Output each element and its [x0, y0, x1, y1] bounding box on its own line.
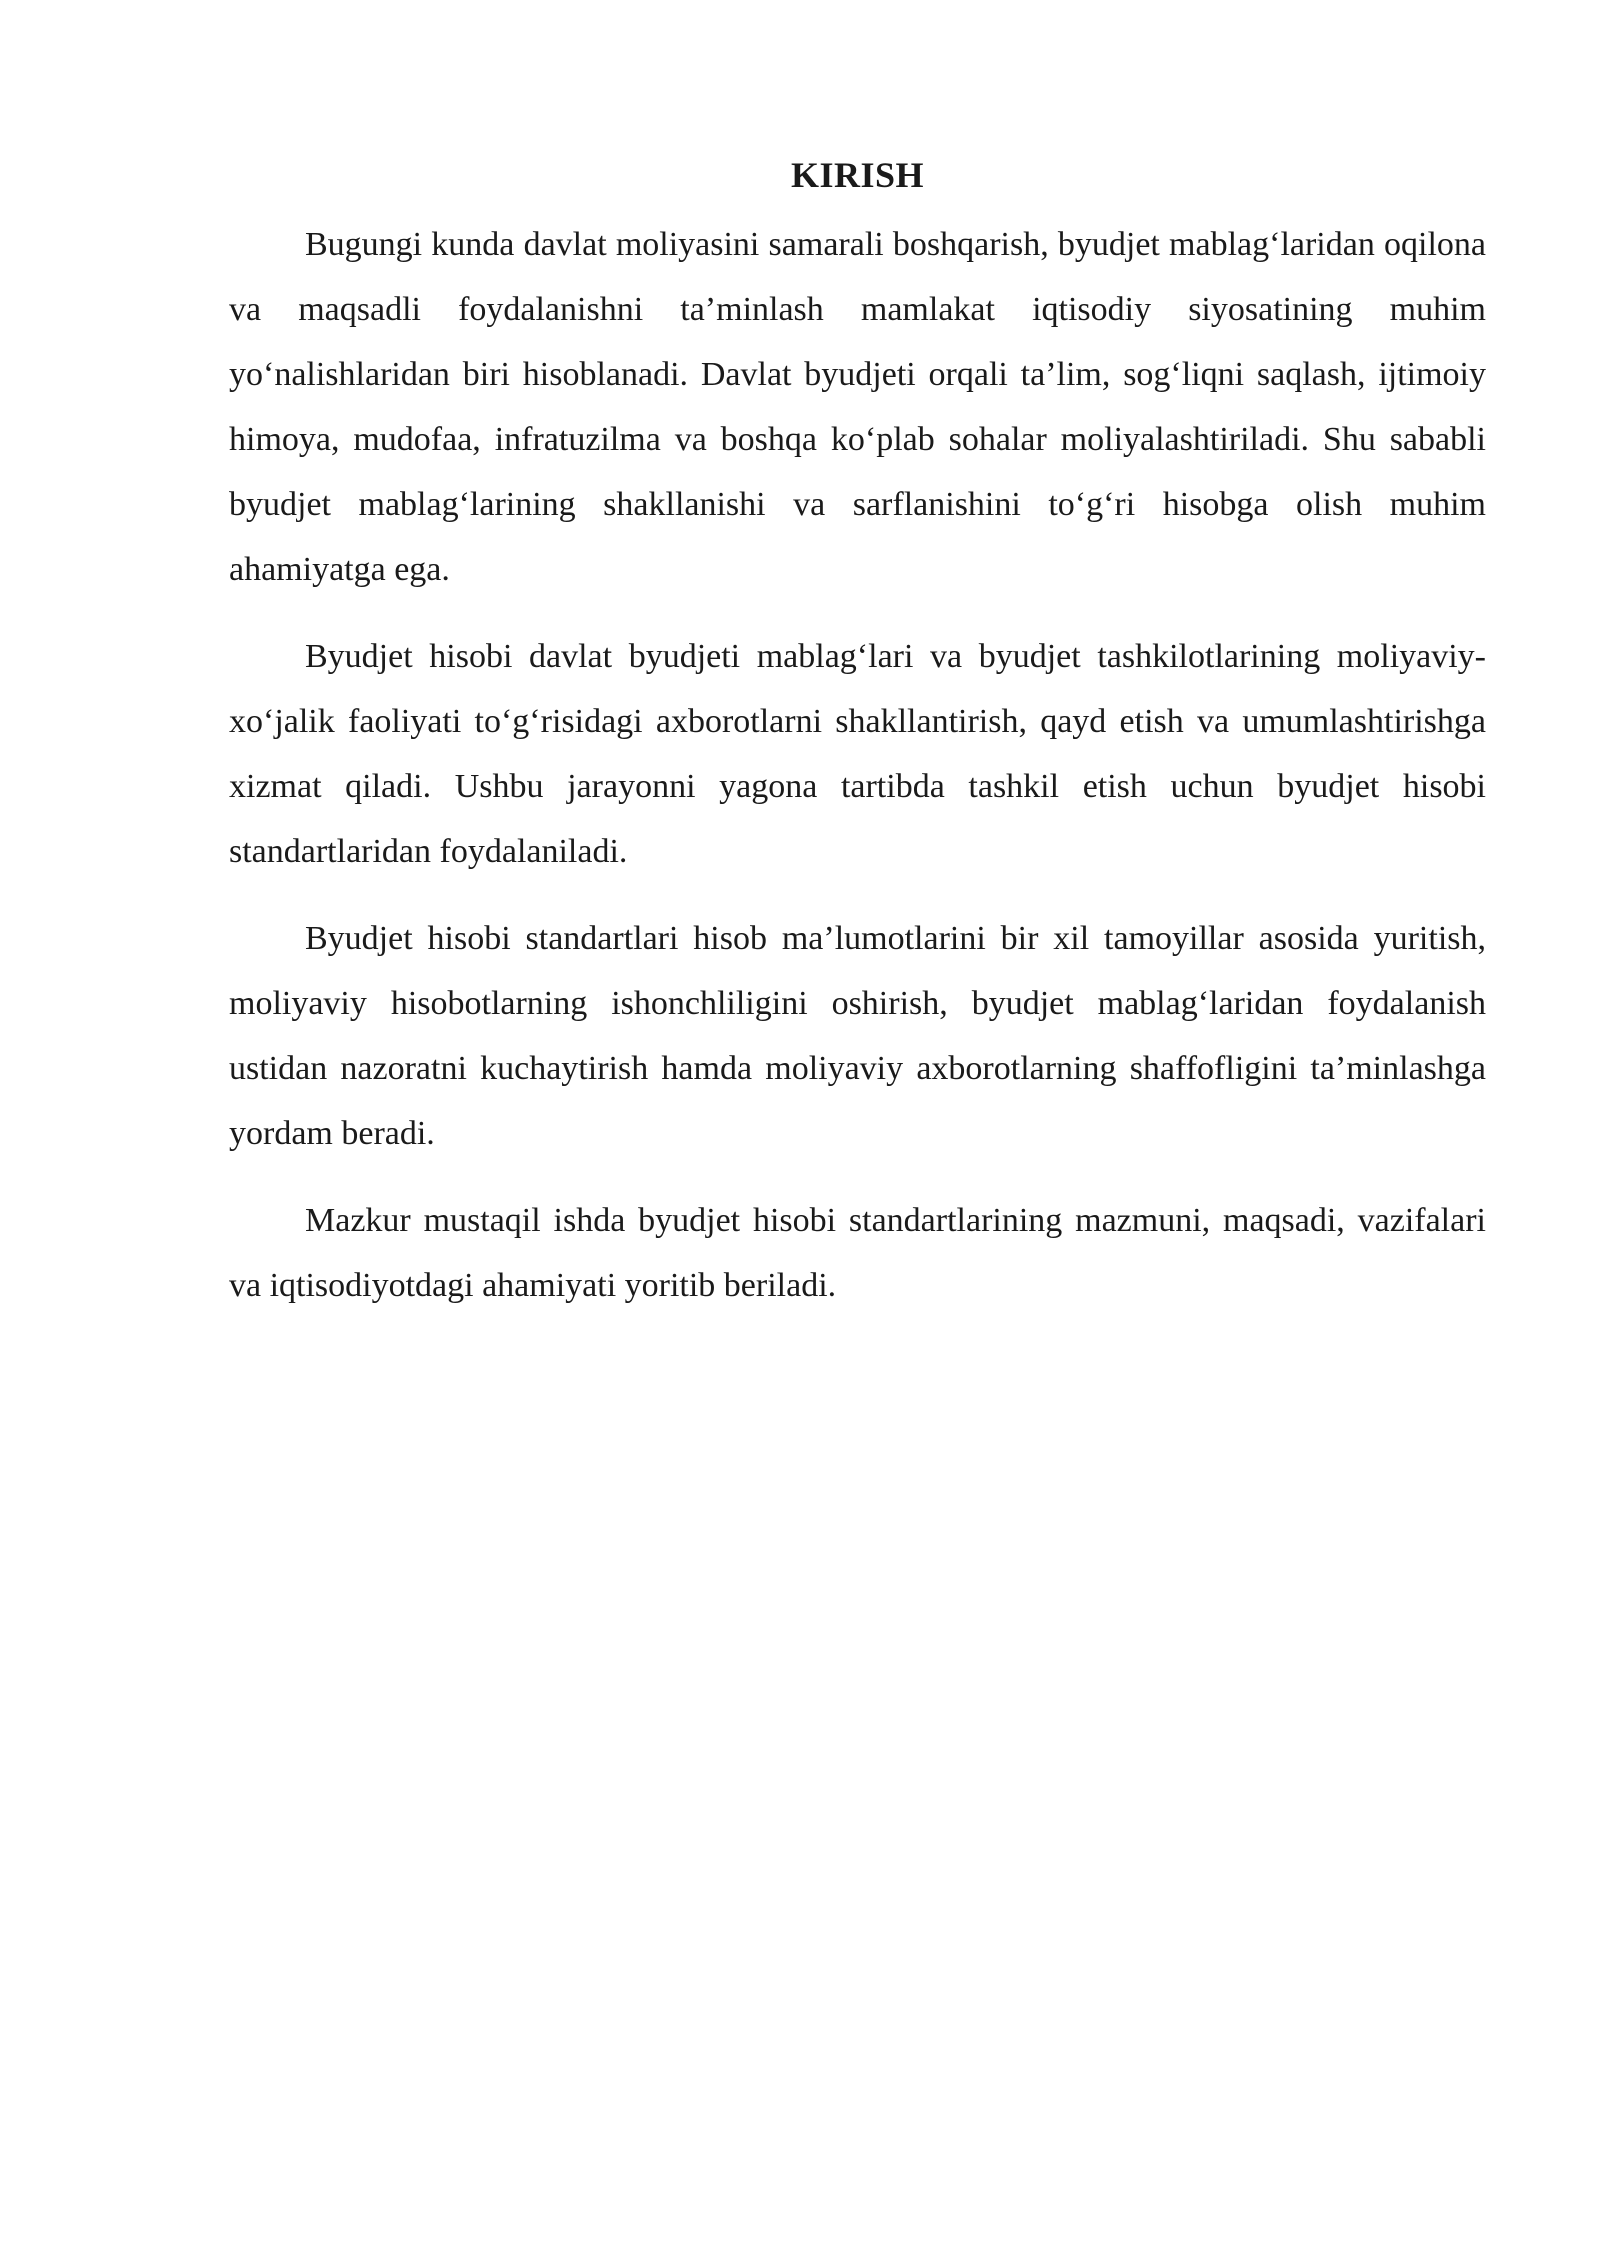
paragraph-2: Byudjet hisobi davlat byudjeti mablag‘lari va byudjet tashkilotlarining moliyaviy-xo‘jalik faoliyati to‘g‘risidagi axborotlarni shakllantirish, qayd etish va umumlashtirishga xizmat qiladi. Ushbu jarayonni yagona tartibda tashkil etish uchun byudjet hisobi standartlaridan foydalaniladi. — [229, 638, 1486, 870]
page-title: KIRISH — [790, 155, 925, 195]
paragraph-4: Mazkur mustaqil ishda byudjet hisobi standartlarining mazmuni, maqsadi, vazifalari va iqtisodiyotdagi ahamiyati yoritib beriladi. — [229, 1202, 1486, 1304]
paragraph-3: Byudjet hisobi standartlari hisob ma’lumotlarini bir xil tamoyillar asosida yuritish, moliyaviy hisobotlarning ishonchliligini oshirish, byudjet mablag‘laridan foydalanish ustidan nazoratni kuchaytirish hamda moliyaviy axborotlarning shaffofligini ta’minlashga yordam beradi. — [229, 920, 1486, 1152]
paragraph-1: Bugungi kunda davlat moliyasini samarali boshqarish, byudjet mablag‘laridan oqilona va maqsadli foydalanishni ta’minlash mamlakat iqtisodiy siyosatining muhim yo‘nalishlaridan biri hisoblanadi. Davlat byudjeti orqali ta’lim, sog‘liqni saqlash, ijtimoiy himoya, mudofaa, infratuzilma va boshqa ko‘plab sohalar moliyalashtiriladi. Shu sababli byudjet mablag‘larining shakllanishi va sarflanishini to‘g‘ri hisobga olish muhim ahamiyatga ega. — [229, 226, 1486, 588]
document-body — [229, 150, 1486, 1340]
